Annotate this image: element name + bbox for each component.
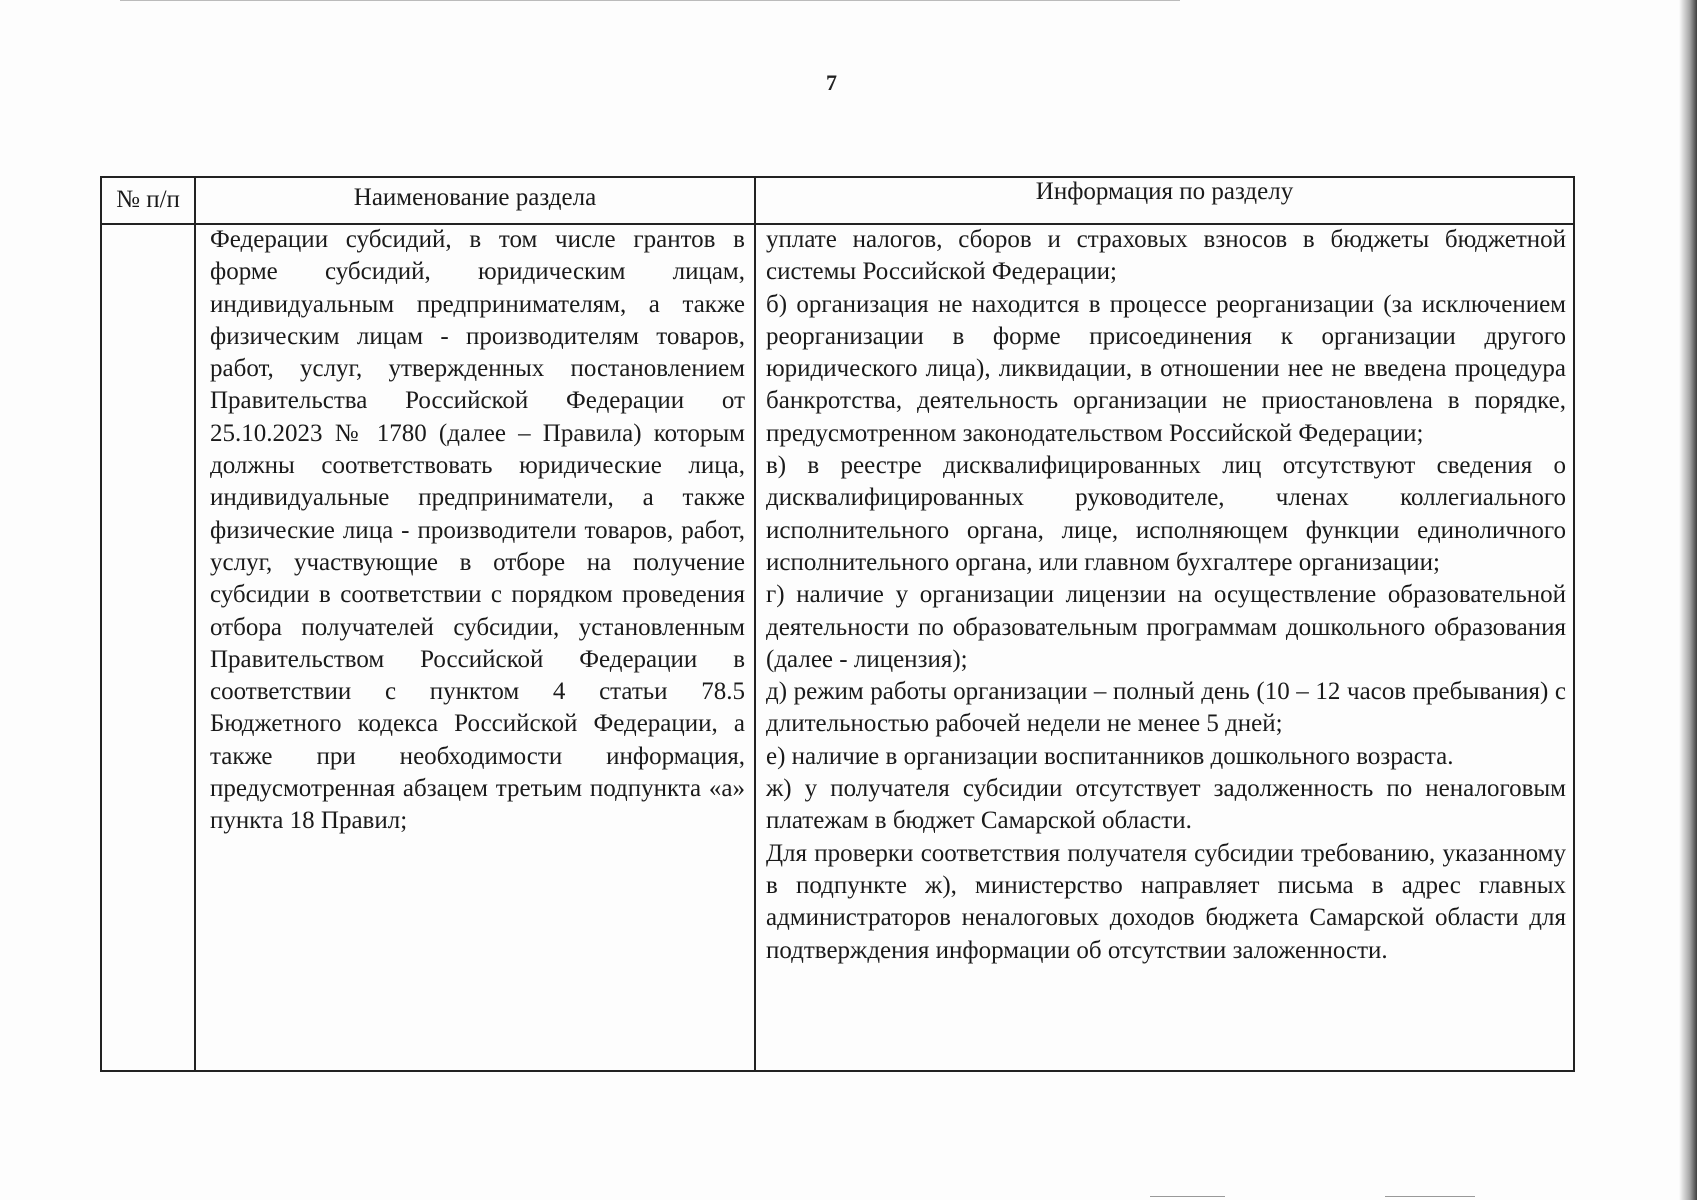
page-number: 7 bbox=[826, 70, 837, 95]
section-info-cell bbox=[766, 224, 1566, 967]
info-paragraph-8: Для проверки соответствия получателя субсидии требованию, указанному в подпункте ж), министерство направляет письма в адрес главных администраторов неналоговых доходов бюджета Самарской области для подтверждения информации об отсутствии заложенности. bbox=[766, 839, 1566, 964]
document-table bbox=[100, 160, 1590, 1072]
table-col-divider-1 bbox=[194, 176, 196, 1072]
table-border-right bbox=[1573, 176, 1575, 1072]
table-border-left bbox=[100, 176, 102, 1072]
info-paragraph-6: е) наличие в организации воспитанников дошкольного возраста. bbox=[766, 742, 1454, 770]
table-col-divider-2 bbox=[754, 176, 756, 1072]
info-paragraph-5: д) режим работы организации – полный день (10 – 12 часов пребывания) с длительностью рабочей недели не менее 5 дней; bbox=[766, 678, 1566, 738]
scan-bottom-rule-1 bbox=[1150, 1196, 1225, 1197]
header-section-info: Информация по разделу bbox=[1035, 178, 1294, 205]
header-number: № п/п bbox=[116, 186, 180, 213]
scan-top-rule bbox=[120, 0, 1180, 1]
header-section-name: Наименование раздела bbox=[353, 184, 597, 211]
info-paragraph-7: ж) у получателя субсидии отсутствует задолженность по неналоговым платежам в бюджет Самарской области. bbox=[766, 775, 1566, 835]
section-name-cell: Федерации субсидий, в том числе грантов в форме субсидий, юридическим лицам, индивидуальным предпринимателям, а также физическим лицам - производителям товаров, работ, услуг, утвержденных постановлением Правительства Российской Федерации от 25.10.2023 № 1780 (далее – Правила) которым должны соответствовать юридические лица, индивидуальные предприниматели, а также физические лица - производители товаров, работ, услуг, участвующие в отборе на получение субсидии в соответствии с порядком проведения отбора получателей субсидии, установленным Правительством Российской Федерации в соответствии с пунктом 4 статьи 78.5 Бюджетного кодекса Российской Федерации, а также при необходимости информация, предусмотренная абзацем третьим подпункта «а» пункта 18 Правил; bbox=[210, 226, 745, 835]
scan-bottom-rule-2 bbox=[1385, 1196, 1475, 1197]
info-paragraph-2: б) организация не находится в процессе реорганизации (за исключением реорганизации в форме присоединения к организации другого юридического лица), ликвидации, в отношении нее не введена процедура банкротства, деятельность организации не приостановлена в порядке, предусмотренном законодательством Российской Федерации; bbox=[766, 290, 1566, 447]
scan-edge-shadow bbox=[1679, 0, 1697, 1200]
info-paragraph-3: в) в реестре дисквалифицированных лиц отсутствуют сведения о дисквалифицированных руководителе, членах коллегиального исполнительного органа, лице, исполняющем функции единоличного исполнительного органа, или главном бухгалтере организации; bbox=[766, 452, 1566, 576]
info-paragraph-4: г) наличие у организации лицензии на осуществление образовательной деятельности по образовательным программам дошкольного образования (далее - лицензия); bbox=[766, 581, 1566, 673]
table-border-bottom bbox=[100, 1070, 1575, 1072]
info-paragraph-1: уплате налогов, сборов и страховых взносов в бюджеты бюджетной системы Российской Федерации; bbox=[766, 226, 1566, 286]
